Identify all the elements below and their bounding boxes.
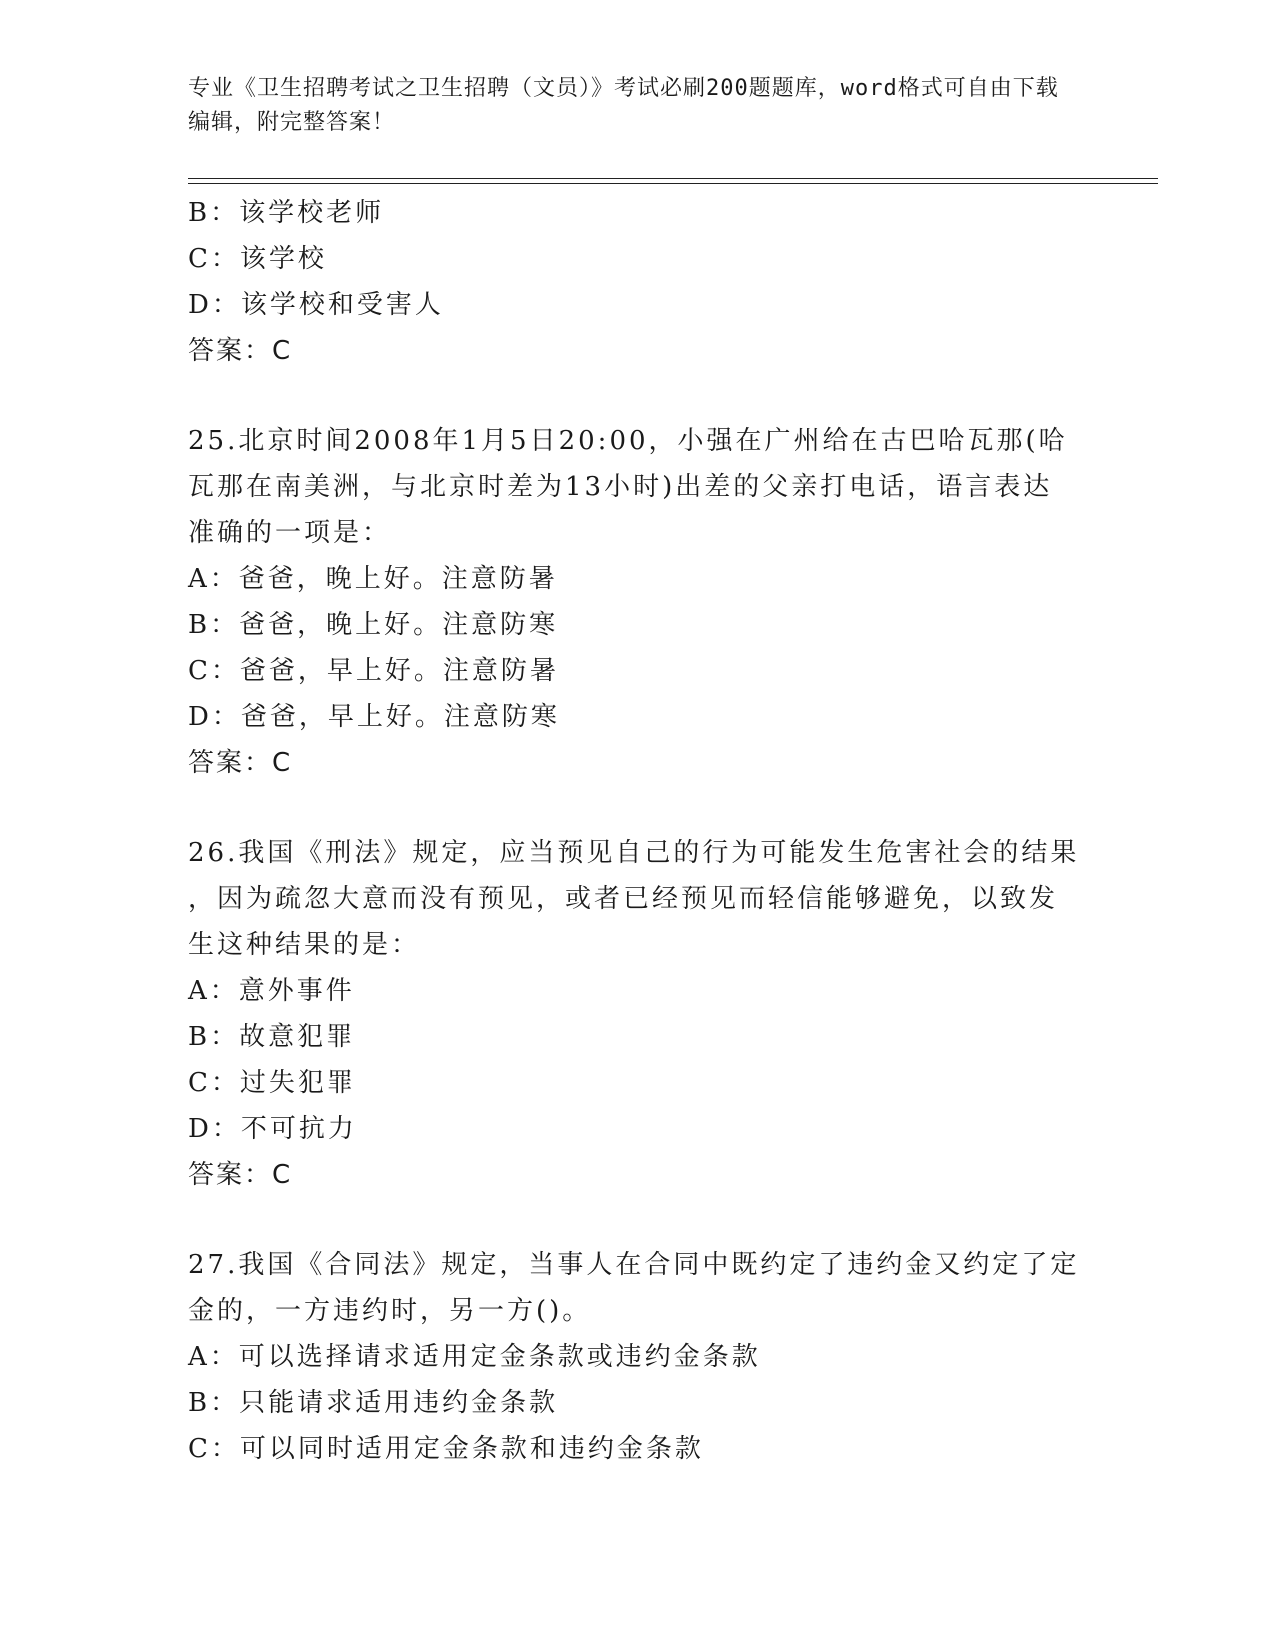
question-text-line: ，因为疏忽大意而没有预见，或者已经预见而轻信能够避免，以致发 [188, 884, 1059, 914]
prev-question-block [188, 190, 1088, 374]
question-27 [188, 1242, 1088, 1472]
option-d: D：爸爸，早上好。注意防寒 [188, 702, 560, 732]
option-b: B：爸爸，晚上好。注意防寒 [188, 610, 559, 640]
answer-line: 答案：C [188, 748, 293, 778]
option-a: A：可以选择请求适用定金条款或违约金条款 [188, 1342, 761, 1372]
document-header: 专业《卫生招聘考试之卫生招聘（文员）》考试必刷200题题库，word格式可自由下载编辑，附完整答案！ [188, 76, 1059, 135]
header-rule-top [188, 178, 1158, 179]
option-a: A：意外事件 [188, 976, 355, 1006]
option-b: B：该学校老师 [188, 198, 385, 228]
question-text-line: 25.北京时间2008年1月5日20:00，小强在广州给在古巴哈瓦那(哈 [188, 426, 1068, 456]
option-c: C：爸爸，早上好。注意防暑 [188, 656, 559, 686]
option-c: C：该学校 [188, 244, 327, 274]
answer-line: 答案：C [188, 336, 293, 366]
question-text-line: 瓦那在南美洲，与北京时差为13小时)出差的父亲打电话，语言表达 [188, 472, 1053, 502]
option-b: B：只能请求适用违约金条款 [188, 1388, 559, 1418]
question-text-line: 金的，一方违约时，另一方()。 [188, 1296, 592, 1326]
question-text-line: 27.我国《合同法》规定，当事人在合同中既约定了违约金又约定了定 [188, 1250, 1080, 1280]
option-c: C：可以同时适用定金条款和违约金条款 [188, 1434, 704, 1464]
spacer [188, 1198, 1088, 1242]
question-text-line: 26.我国《刑法》规定，应当预见自己的行为可能发生危害社会的结果 [188, 838, 1080, 868]
option-d: D：该学校和受害人 [188, 290, 444, 320]
question-content [188, 190, 1088, 1472]
option-c: C：过失犯罪 [188, 1068, 356, 1098]
answer-line: 答案：C [188, 1160, 293, 1190]
question-25 [188, 418, 1088, 786]
question-text-line: 准确的一项是： [188, 518, 392, 548]
option-b: B：故意犯罪 [188, 1022, 356, 1052]
option-a: A：爸爸，晚上好。注意防暑 [188, 564, 558, 594]
spacer [188, 374, 1088, 418]
header-rule-bottom [188, 183, 1158, 184]
spacer [188, 786, 1088, 830]
option-d: D：不可抗力 [188, 1114, 357, 1144]
question-26 [188, 830, 1088, 1198]
question-text-line: 生这种结果的是： [188, 930, 421, 960]
